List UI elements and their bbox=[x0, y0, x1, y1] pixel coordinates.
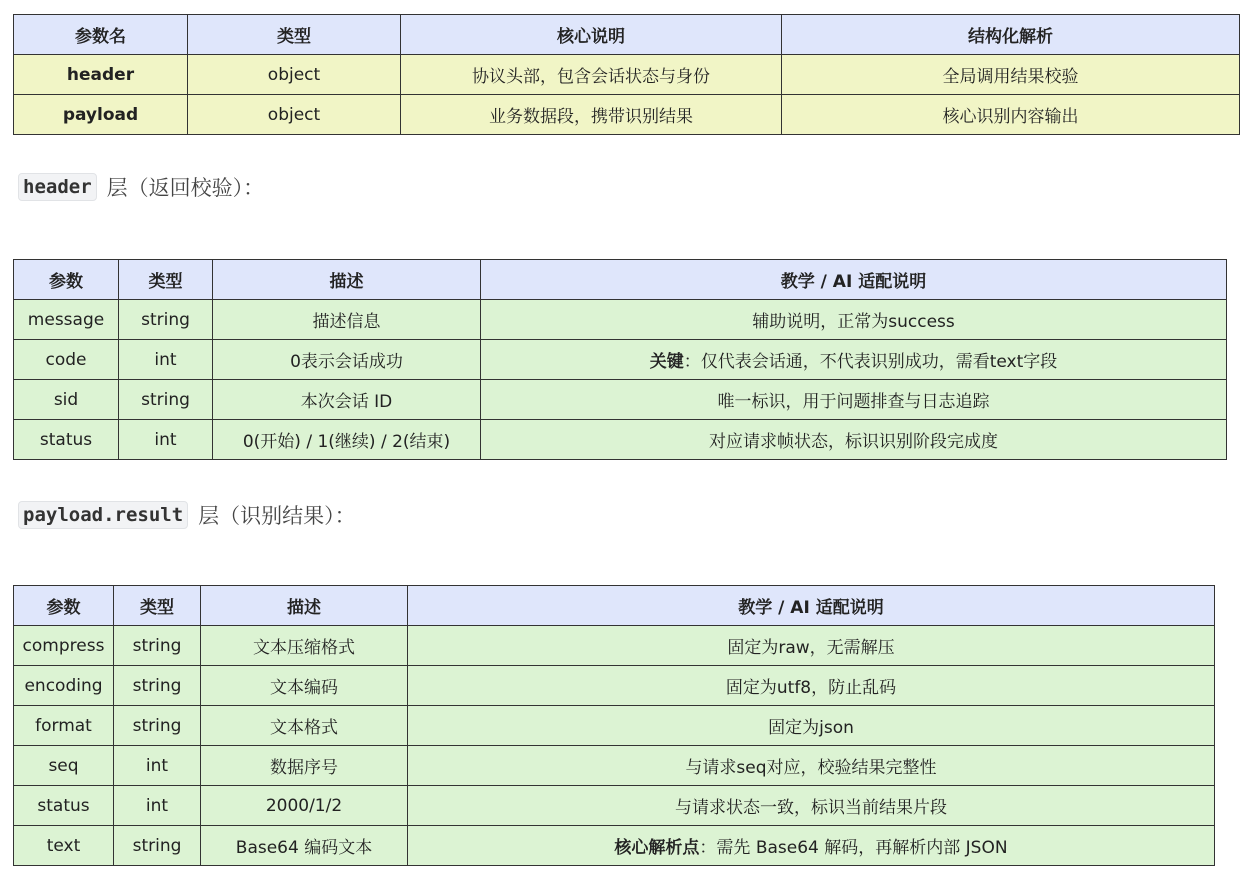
heading-text: 层（返回校验）： bbox=[106, 176, 265, 200]
column-header: 参数 bbox=[14, 586, 114, 626]
table-row bbox=[14, 826, 1215, 866]
table-row bbox=[14, 786, 1215, 826]
table-row bbox=[14, 666, 1215, 706]
description-cell: 协议头部，包含会话状态与身份 bbox=[401, 55, 782, 95]
description-cell: 0表示会话成功 bbox=[213, 340, 481, 380]
column-header: 参数名 bbox=[14, 15, 188, 55]
note-cell bbox=[408, 786, 1215, 826]
description-cell: 文本压缩格式 bbox=[201, 626, 408, 666]
note-text: 固定为raw，无需解压 bbox=[727, 638, 895, 658]
note-cell bbox=[481, 420, 1227, 460]
note-text: 唯一标识，用于问题排查与日志追踪 bbox=[717, 392, 990, 412]
param-name-cell: payload bbox=[14, 95, 188, 135]
description-cell: 业务数据段，携带识别结果 bbox=[401, 95, 782, 135]
param-cell: status bbox=[14, 420, 119, 460]
note-cell bbox=[408, 706, 1215, 746]
column-header: 类型 bbox=[119, 260, 213, 300]
type-cell: string bbox=[114, 666, 201, 706]
param-cell: encoding bbox=[14, 666, 114, 706]
note-text: 辅助说明，正常为success bbox=[752, 312, 955, 332]
description-cell: 文本格式 bbox=[201, 706, 408, 746]
type-cell: string bbox=[119, 380, 213, 420]
note-text: 对应请求帧状态，标识识别阶段完成度 bbox=[709, 432, 998, 452]
table-row bbox=[14, 340, 1227, 380]
param-cell: format bbox=[14, 706, 114, 746]
table-row bbox=[14, 706, 1215, 746]
param-cell: status bbox=[14, 786, 114, 826]
note-emphasis: 核心解析点 bbox=[614, 838, 700, 858]
header-section-heading bbox=[18, 172, 264, 202]
column-header: 描述 bbox=[213, 260, 481, 300]
param-name-cell: header bbox=[14, 55, 188, 95]
description-cell: 本次会话 ID bbox=[213, 380, 481, 420]
description-cell: 0(开始) / 1(继续) / 2(结束) bbox=[213, 420, 481, 460]
type-cell: int bbox=[119, 340, 213, 380]
type-cell: string bbox=[114, 706, 201, 746]
table-row bbox=[14, 95, 1240, 135]
table-header-row bbox=[14, 260, 1227, 300]
note-text: 固定为json bbox=[768, 718, 854, 738]
column-header: 教学 / AI 适配说明 bbox=[408, 586, 1215, 626]
table-header-row bbox=[14, 15, 1240, 55]
param-cell: message bbox=[14, 300, 119, 340]
description-cell: 文本编码 bbox=[201, 666, 408, 706]
column-header: 描述 bbox=[201, 586, 408, 626]
description-cell: Base64 编码文本 bbox=[201, 826, 408, 866]
table-row bbox=[14, 300, 1227, 340]
note-emphasis: 关键 bbox=[649, 352, 684, 372]
description-cell: 数据序号 bbox=[201, 746, 408, 786]
note-cell bbox=[408, 626, 1215, 666]
column-header: 参数 bbox=[14, 260, 119, 300]
description-cell: 描述信息 bbox=[213, 300, 481, 340]
type-cell: object bbox=[188, 55, 401, 95]
note-cell bbox=[481, 300, 1227, 340]
type-cell: string bbox=[119, 300, 213, 340]
inline-code: payload.result bbox=[18, 501, 188, 529]
table-row bbox=[14, 380, 1227, 420]
inline-code: header bbox=[18, 173, 97, 201]
table-row bbox=[14, 55, 1240, 95]
param-cell: compress bbox=[14, 626, 114, 666]
analysis-cell: 全局调用结果校验 bbox=[782, 55, 1240, 95]
column-header: 类型 bbox=[114, 586, 201, 626]
param-cell: text bbox=[14, 826, 114, 866]
payload-result-section-heading bbox=[18, 500, 356, 530]
note-cell bbox=[408, 666, 1215, 706]
type-cell: object bbox=[188, 95, 401, 135]
column-header: 教学 / AI 适配说明 bbox=[481, 260, 1227, 300]
column-header: 类型 bbox=[188, 15, 401, 55]
table-header-row bbox=[14, 586, 1215, 626]
table-row bbox=[14, 420, 1227, 460]
type-cell: int bbox=[114, 746, 201, 786]
header-params-table bbox=[13, 259, 1227, 460]
param-cell: sid bbox=[14, 380, 119, 420]
note-text: 与请求seq对应，校验结果完整性 bbox=[685, 758, 937, 778]
payload-result-params-table bbox=[13, 585, 1215, 866]
note-cell bbox=[408, 826, 1215, 866]
type-cell: string bbox=[114, 826, 201, 866]
type-cell: int bbox=[114, 786, 201, 826]
type-cell: int bbox=[119, 420, 213, 460]
heading-text: 层（识别结果）： bbox=[198, 504, 356, 528]
note-text: 与请求状态一致，标识当前结果片段 bbox=[675, 798, 947, 818]
note-text: ：仅代表会话通，不代表识别成功，需看text字段 bbox=[683, 352, 1058, 372]
note-cell bbox=[481, 340, 1227, 380]
table-row bbox=[14, 746, 1215, 786]
description-cell: 2000/1/2 bbox=[201, 786, 408, 826]
column-header: 核心说明 bbox=[401, 15, 782, 55]
note-cell bbox=[408, 746, 1215, 786]
type-cell: string bbox=[114, 626, 201, 666]
note-text: 固定为utf8，防止乱码 bbox=[725, 678, 897, 698]
param-cell: code bbox=[14, 340, 119, 380]
note-text: ：需先 Base64 解码，再解析内部 JSON bbox=[699, 838, 1008, 858]
param-cell: seq bbox=[14, 746, 114, 786]
column-header: 结构化解析 bbox=[782, 15, 1240, 55]
note-cell bbox=[481, 380, 1227, 420]
top-level-params-table bbox=[13, 14, 1240, 135]
analysis-cell: 核心识别内容输出 bbox=[782, 95, 1240, 135]
table-row bbox=[14, 626, 1215, 666]
